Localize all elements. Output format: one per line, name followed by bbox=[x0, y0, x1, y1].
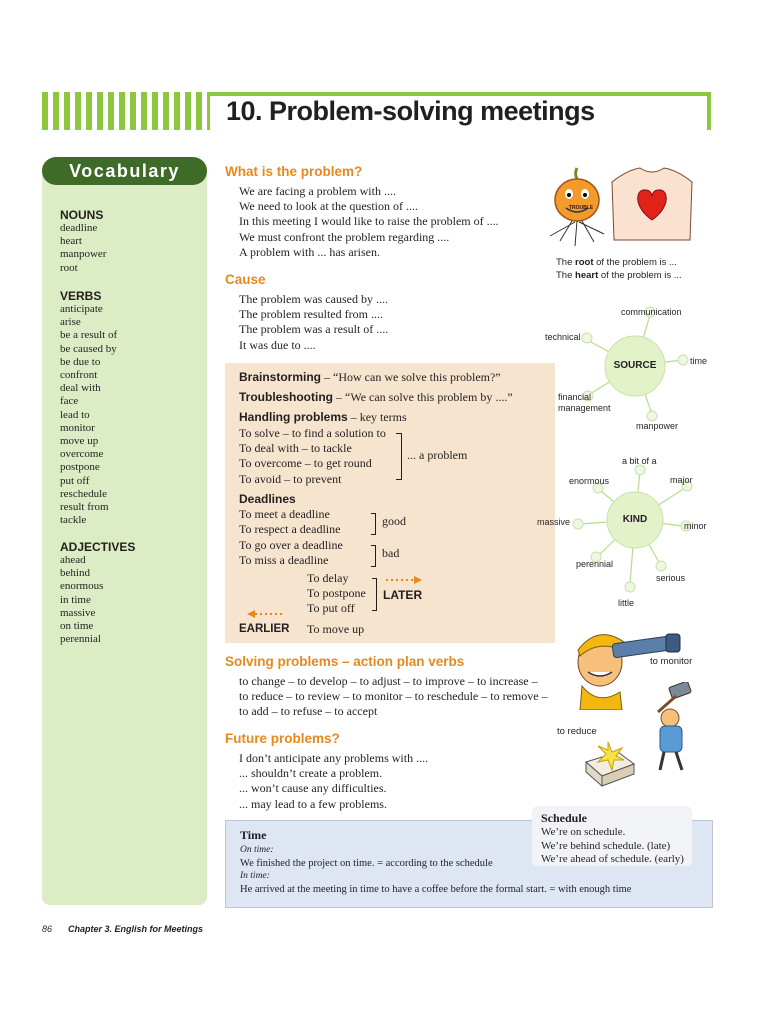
brainstorming-line bbox=[239, 370, 501, 385]
move-up-term: To move up bbox=[307, 622, 365, 636]
future-heading: Future problems? bbox=[225, 731, 340, 746]
list-item: We are facing a problem with .... bbox=[239, 184, 396, 198]
good-bracket bbox=[371, 513, 376, 535]
kind-center: KIND bbox=[622, 514, 648, 525]
list-item: To overcome – to get round bbox=[239, 456, 372, 471]
reduce-caption: to reduce bbox=[557, 726, 597, 737]
list-item: I don’t anticipate any problems with .... bbox=[239, 751, 429, 765]
later-arrow-icon bbox=[384, 574, 424, 586]
kind-spoke: enormous bbox=[569, 476, 610, 486]
list-item: behind bbox=[60, 567, 90, 580]
list-item: enormous bbox=[60, 580, 104, 593]
list-item: be caused by bbox=[60, 342, 117, 355]
nouns-heading: NOUNS bbox=[60, 208, 104, 222]
on-time-label: On time: bbox=[240, 845, 274, 855]
list-item: A problem with ... has arisen. bbox=[239, 244, 380, 259]
list-item: lead to bbox=[60, 408, 90, 421]
handling-label: Handling problems bbox=[239, 410, 348, 424]
kind-spoke: massive bbox=[537, 517, 571, 527]
list-item: result from bbox=[60, 501, 109, 514]
list-item: tackle bbox=[60, 514, 87, 527]
source-spoke: technical bbox=[545, 332, 581, 342]
later-bracket bbox=[372, 578, 377, 611]
handling-text: – key terms bbox=[347, 410, 407, 424]
brainstorming-label: Brainstorming bbox=[239, 370, 322, 384]
hammer-man-illustration bbox=[578, 682, 710, 788]
list-item: We’re ahead of schedule. (early) bbox=[541, 853, 684, 865]
earlier-arrow-icon bbox=[245, 608, 287, 620]
onion-label: TROUBLE bbox=[568, 205, 594, 211]
list-item: arise bbox=[60, 316, 81, 329]
list-item: move up bbox=[60, 435, 99, 448]
source-spoke: financial management bbox=[558, 392, 611, 413]
list-item: The problem was caused by .... bbox=[239, 292, 388, 306]
bad-bracket bbox=[371, 545, 376, 567]
troubleshooting-label: Troubleshooting bbox=[239, 390, 333, 404]
kind-spoke: serious bbox=[656, 573, 686, 583]
list-item: deadline bbox=[60, 222, 98, 234]
cause-heading: Cause bbox=[225, 272, 266, 287]
schedule-heading: Schedule bbox=[541, 811, 588, 825]
root-word: root bbox=[575, 257, 594, 268]
source-spoke: communication bbox=[621, 307, 682, 317]
kind-spoke: major bbox=[670, 475, 693, 485]
brainstorming-text: – “How can we solve this problem?” bbox=[321, 370, 501, 384]
list-item: To meet a deadline bbox=[239, 507, 330, 521]
kind-spoke: little bbox=[618, 598, 635, 608]
list-item: manpower bbox=[60, 248, 107, 261]
verbs-list bbox=[60, 303, 117, 527]
in-time-label: In time: bbox=[240, 871, 270, 881]
list-item: It was due to .... bbox=[239, 337, 316, 352]
troubleshooting-line bbox=[239, 390, 513, 405]
title-stripes-decoration bbox=[42, 92, 210, 130]
nouns-list bbox=[60, 222, 106, 275]
adjectives-list bbox=[60, 554, 103, 646]
list-item: to reduce – to review – to monitor – to reschedule – to remove – bbox=[239, 689, 548, 704]
adjectives-heading: ADJECTIVES bbox=[60, 540, 136, 554]
heart-torso-illustration bbox=[602, 162, 702, 244]
action-plan-verbs bbox=[239, 674, 548, 720]
list-item: reschedule bbox=[60, 487, 108, 500]
list-item: To go over a deadline bbox=[239, 538, 343, 552]
list-item: massive bbox=[60, 606, 96, 619]
kind-spoke: minor bbox=[684, 521, 707, 531]
in-time-example: He arrived at the meeting in time to have a coffee before the formal start. = with enough time bbox=[240, 884, 632, 895]
on-time-example: We finished the project on time. = according to the schedule bbox=[240, 858, 493, 869]
deadline-good-terms bbox=[239, 507, 340, 537]
deadlines-heading: Deadlines bbox=[239, 492, 296, 506]
list-item: anticipate bbox=[60, 303, 103, 315]
list-item: To respect a deadline bbox=[239, 522, 341, 537]
root-caption bbox=[556, 257, 677, 268]
troubleshooting-text: – “We can solve this problem by ....” bbox=[333, 390, 513, 404]
list-item: To delay bbox=[307, 571, 349, 585]
title-rule-end bbox=[707, 92, 711, 130]
list-item: To put off bbox=[307, 601, 355, 616]
list-item: be a result of bbox=[60, 329, 118, 342]
list-item: The problem was a result of .... bbox=[239, 322, 389, 337]
list-item: To miss a deadline bbox=[239, 553, 329, 568]
list-item: heart bbox=[60, 235, 82, 248]
root-caption-post: of the problem is ... bbox=[593, 257, 677, 268]
list-item: We must confront the problem regarding .... bbox=[239, 229, 450, 244]
list-item: To postpone bbox=[307, 586, 366, 601]
page-number: 86 bbox=[42, 924, 53, 934]
handling-bracket bbox=[396, 433, 402, 480]
list-item: face bbox=[60, 395, 79, 408]
list-item: to change – to develop – to adjust – to improve – to increase – bbox=[239, 674, 538, 688]
page-title: 10. Problem-solving meetings bbox=[226, 96, 595, 126]
monitor-caption: to monitor bbox=[650, 656, 693, 667]
deadline-bad-terms bbox=[239, 538, 343, 568]
verbs-heading: VERBS bbox=[60, 289, 102, 303]
list-item: To deal with – to tackle bbox=[239, 441, 352, 456]
solving-heading: Solving problems – action plan verbs bbox=[225, 654, 465, 669]
list-item: postpone bbox=[60, 461, 100, 474]
source-spoke: time bbox=[690, 356, 708, 366]
schedule-phrases bbox=[541, 826, 684, 867]
time-heading: Time bbox=[240, 828, 267, 842]
list-item: on time bbox=[60, 620, 94, 633]
root-caption-pre: The bbox=[556, 257, 576, 268]
list-item: To solve – to find a solution to bbox=[239, 426, 386, 440]
problem-heading: What is the problem? bbox=[225, 164, 363, 179]
list-item: put off bbox=[60, 474, 90, 487]
list-item: The problem resulted from .... bbox=[239, 307, 383, 322]
list-item: To avoid – to prevent bbox=[239, 471, 342, 486]
earlier-label: EARLIER bbox=[239, 623, 290, 635]
kind-spoke: a bit of a bbox=[622, 456, 657, 466]
handling-terms bbox=[239, 426, 386, 487]
list-item: ... won’t cause any difficulties. bbox=[239, 781, 387, 796]
list-item: We need to look at the question of .... bbox=[239, 199, 418, 214]
source-spoke: manpower bbox=[636, 421, 679, 431]
bad-label: bad bbox=[382, 546, 400, 560]
heart-caption-post: of the problem is ... bbox=[598, 270, 682, 281]
later-verbs bbox=[307, 571, 366, 617]
list-item: to add – to refuse – to accept bbox=[239, 704, 378, 719]
list-item: ahead bbox=[60, 554, 86, 566]
problem-phrases bbox=[239, 184, 499, 260]
list-item: In this meeting I would like to raise the problem of .... bbox=[239, 214, 499, 229]
future-phrases bbox=[239, 751, 428, 812]
list-item: be due to bbox=[60, 355, 101, 368]
handling-line bbox=[239, 410, 407, 425]
cause-phrases bbox=[239, 292, 388, 353]
list-item: in time bbox=[60, 593, 91, 606]
list-item: ... shouldn’t create a problem. bbox=[239, 766, 383, 781]
kind-spoke: perennial bbox=[576, 559, 614, 569]
heart-word: heart bbox=[575, 270, 599, 281]
handling-suffix: ... a problem bbox=[407, 448, 468, 462]
list-item: ... may lead to a few problems. bbox=[239, 796, 387, 811]
list-item: We’re on schedule. bbox=[541, 826, 626, 838]
heart-caption bbox=[556, 270, 682, 281]
list-item: confront bbox=[60, 369, 98, 382]
later-label: LATER bbox=[383, 588, 423, 602]
list-item: monitor bbox=[60, 421, 95, 434]
list-item: We’re behind schedule. (late) bbox=[541, 839, 671, 852]
list-item: deal with bbox=[60, 382, 101, 395]
list-item: overcome bbox=[60, 448, 104, 461]
heart-caption-pre: The bbox=[556, 270, 576, 281]
list-item: perennial bbox=[60, 633, 101, 646]
chapter-title: Chapter 3. English for Meetings bbox=[68, 924, 204, 934]
source-center: SOURCE bbox=[613, 360, 657, 371]
good-label: good bbox=[382, 514, 406, 528]
vocabulary-heading: Vocabulary bbox=[42, 157, 207, 185]
list-item: root bbox=[60, 261, 78, 274]
